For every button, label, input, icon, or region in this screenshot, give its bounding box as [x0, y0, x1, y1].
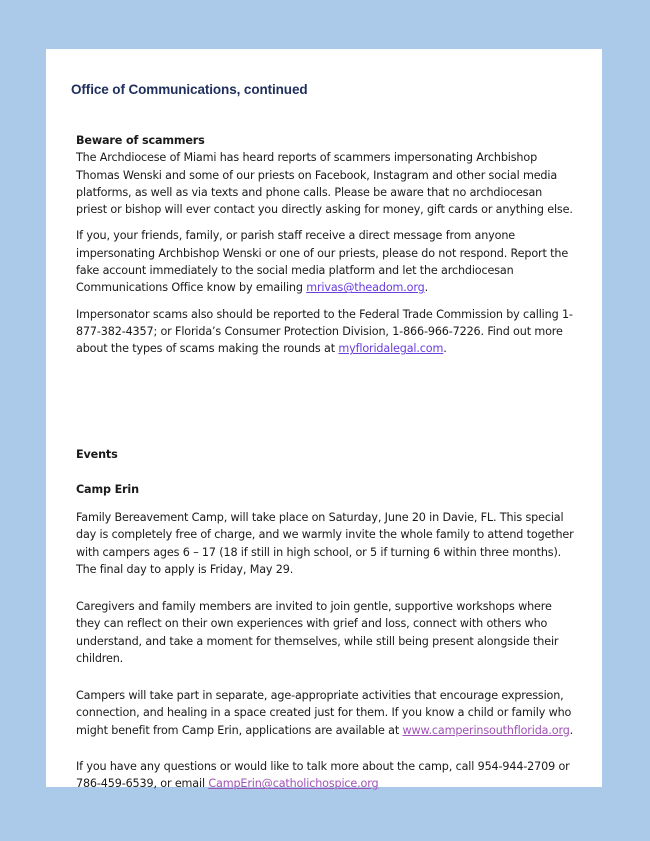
scammers-paragraph-1: The Archdiocese of Miami has heard reports of scammers impersonating Archbishop Thomas Wenski and some of our priests on Facebook, Instagram and other social media platforms, as well as via texts and phone calls. Please be aware that no archdiocesan priest or bishop will ever contact you directly asking for money, gift cards or anything else. [76, 151, 573, 217]
paragraph-text: . [443, 342, 447, 356]
paragraph-text: If you, your friends, family, or parish staff receive a direct message from anyone impersonating Archbishop Wenski or one of our priests, please do not respond. Report the fake account immediately to the social media platform and let the archdiocesan Communications Office know by emailing [76, 229, 569, 295]
paragraph-text: . [424, 281, 428, 295]
scammers-heading: Beware of scammers [76, 134, 205, 147]
scammers-paragraph-2 [76, 227, 576, 296]
camp-erin-heading: Camp Erin [76, 483, 139, 496]
paragraph-text: Campers will take part in separate, age-appropriate activities that encourage expression, connection, and healing in a space created just for them. If you know a child or family who might benefit from Camp Erin, applications are available at [76, 689, 572, 737]
paragraph-text: Impersonator scams also should be reported to the Federal Trade Commission by calling 1-877-382-4357; or Florida’s Consumer Protection Division, 1-866-966-7226. Find out more about the types of scams making the rounds at [76, 307, 573, 356]
camp-paragraph-3 [76, 687, 576, 739]
camp-paragraph-1: Family Bereavement Camp, will take place on Saturday, June 20 in Davie, FL. This special day is completely free of charge, and we warmly invite the whole family to attend together with campers ages 6 – 17 (18 if still in high school, or 5 if turning 6 within three months). The final day to apply is Friday, May 29. [76, 511, 574, 576]
page-title: Office of Communications, continued [71, 82, 308, 97]
camp-paragraph-2: Caregivers and family members are invited to join gentle, supportive workshops where they can reflect on their own experiences with grief and loss, connect with others who understand, and take a moment for themselves, while still being present alongside their children. [76, 600, 559, 665]
scammers-paragraph-3 [76, 306, 576, 358]
link-camperinsouthflorida[interactable]: www.camperinsouthflorida.org [402, 723, 570, 737]
paragraph-text: . [569, 723, 574, 737]
email-link-mrivas[interactable]: mrivas@theadom.org [306, 281, 425, 295]
camp-paragraph-4 [76, 758, 576, 793]
link-myfloridalegal[interactable]: myfloridalegal.com [338, 342, 444, 356]
document-page [46, 49, 602, 791]
email-link-camperin[interactable]: CampErin@catholichospice.org [208, 777, 379, 791]
events-heading: Events [76, 448, 118, 461]
paragraph-text: If you have any questions or would like to talk more about the camp, call 954-944-2709 or 786-459-6539, or email [76, 760, 570, 791]
scammers-section [76, 132, 576, 358]
